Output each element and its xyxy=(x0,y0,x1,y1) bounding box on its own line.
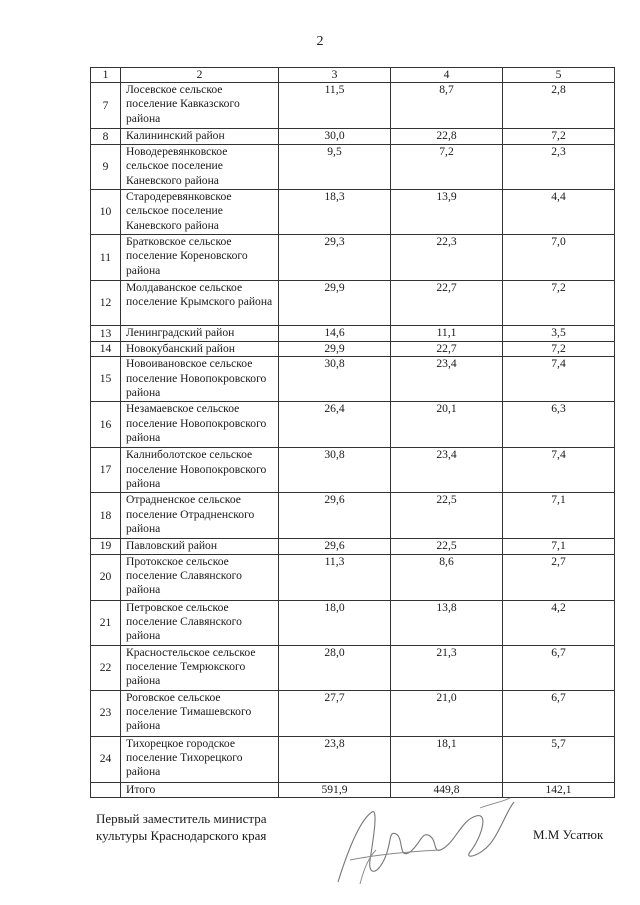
row-value-col4: 22,5 xyxy=(391,539,503,554)
table-row xyxy=(91,736,615,782)
row-value-col5: 6,7 xyxy=(503,645,615,690)
table-row xyxy=(91,190,615,235)
row-value-col4: 22,8 xyxy=(391,129,503,145)
total-value-col4: 449,8 xyxy=(391,782,503,797)
row-value-col4: 22,7 xyxy=(391,281,503,326)
row-number: 20 xyxy=(91,554,121,600)
total-value-col5: 142,1 xyxy=(503,782,615,797)
row-value-col5: 6,3 xyxy=(503,402,615,448)
total-number xyxy=(91,782,121,797)
row-value-col4: 8,6 xyxy=(391,554,503,600)
row-name: Тихорецкое городское поселение Тихорецкого района xyxy=(121,736,279,782)
table-row xyxy=(91,600,615,645)
row-name: Лосевское сельское поселение Кавказского района xyxy=(121,83,279,129)
row-number: 24 xyxy=(91,736,121,782)
row-value-col5: 7,0 xyxy=(503,235,615,281)
table-row xyxy=(91,281,615,326)
row-value-col5: 3,5 xyxy=(503,326,615,342)
row-value-col3: 26,4 xyxy=(279,402,391,448)
table-row xyxy=(91,645,615,690)
table-row xyxy=(91,554,615,600)
row-value-col5: 4,4 xyxy=(503,190,615,235)
row-name: Калининский район xyxy=(121,129,279,145)
row-number: 18 xyxy=(91,493,121,539)
row-name: Новодеревянковское сельское поселение Каневского района xyxy=(121,145,279,190)
row-number: 8 xyxy=(91,129,121,145)
table-body xyxy=(91,68,615,798)
row-value-col4: 11,1 xyxy=(391,326,503,342)
total-label: Итого xyxy=(121,782,279,797)
row-number: 22 xyxy=(91,645,121,690)
row-value-col4: 13,8 xyxy=(391,600,503,645)
row-number: 10 xyxy=(91,190,121,235)
row-number: 13 xyxy=(91,326,121,342)
row-number: 15 xyxy=(91,357,121,402)
row-value-col5: 6,7 xyxy=(503,690,615,736)
row-name: Отрадненское сельское поселение Отрадненского района xyxy=(121,493,279,539)
row-value-col3: 29,9 xyxy=(279,281,391,326)
row-name: Калниболотское сельское поселение Новопокровского района xyxy=(121,448,279,493)
table-row xyxy=(91,235,615,281)
row-value-col5: 7,2 xyxy=(503,342,615,357)
row-value-col3: 29,6 xyxy=(279,539,391,554)
row-name: Новокубанский район xyxy=(121,342,279,357)
header-cell: 1 xyxy=(91,68,121,83)
row-number: 17 xyxy=(91,448,121,493)
row-value-col5: 7,2 xyxy=(503,129,615,145)
row-value-col5: 4,2 xyxy=(503,600,615,645)
row-number: 19 xyxy=(91,539,121,554)
row-value-col5: 2,8 xyxy=(503,83,615,129)
signatory-title xyxy=(96,810,266,844)
row-value-col4: 18,1 xyxy=(391,736,503,782)
row-value-col5: 7,4 xyxy=(503,357,615,402)
row-value-col4: 23,4 xyxy=(391,357,503,402)
row-name: Красностельское сельское поселение Темрюкского района xyxy=(121,645,279,690)
table-row xyxy=(91,539,615,554)
table-row xyxy=(91,690,615,736)
signatory-title-line-2: культуры Краснодарского края xyxy=(96,828,267,843)
table-row xyxy=(91,357,615,402)
header-cell: 5 xyxy=(503,68,615,83)
row-value-col3: 28,0 xyxy=(279,645,391,690)
row-value-col5: 2,7 xyxy=(503,554,615,600)
row-value-col4: 7,2 xyxy=(391,145,503,190)
row-name: Новоивановское сельское поселение Новопокровского района xyxy=(121,357,279,402)
row-number: 23 xyxy=(91,690,121,736)
page-number: 2 xyxy=(316,34,324,49)
signer-name: М.М Усатюк xyxy=(533,827,604,842)
row-value-col5: 7,4 xyxy=(503,448,615,493)
row-value-col5: 2,3 xyxy=(503,145,615,190)
row-value-col3: 11,3 xyxy=(279,554,391,600)
row-name: Павловский район xyxy=(121,539,279,554)
header-cell: 3 xyxy=(279,68,391,83)
row-name: Незамаевское сельское поселение Новопокровского района xyxy=(121,402,279,448)
row-name: Братковское сельское поселение Кореновского района xyxy=(121,235,279,281)
row-value-col5: 7,1 xyxy=(503,539,615,554)
total-value-col3: 591,9 xyxy=(279,782,391,797)
row-number: 7 xyxy=(91,83,121,129)
table-row xyxy=(91,448,615,493)
signatory-title-line-1: Первый заместитель министра xyxy=(96,811,267,826)
row-number: 21 xyxy=(91,600,121,645)
row-value-col4: 21,0 xyxy=(391,690,503,736)
data-table xyxy=(90,67,615,798)
row-value-col5: 7,2 xyxy=(503,281,615,326)
row-value-col4: 21,3 xyxy=(391,645,503,690)
table-row xyxy=(91,83,615,129)
handwritten-signature xyxy=(330,790,530,895)
row-value-col4: 22,5 xyxy=(391,493,503,539)
row-value-col4: 13,9 xyxy=(391,190,503,235)
row-value-col3: 27,7 xyxy=(279,690,391,736)
row-value-col4: 8,7 xyxy=(391,83,503,129)
row-value-col3: 30,8 xyxy=(279,357,391,402)
table-row xyxy=(91,326,615,342)
row-value-col3: 29,3 xyxy=(279,235,391,281)
table-row xyxy=(91,129,615,145)
row-number: 16 xyxy=(91,402,121,448)
table-row xyxy=(91,342,615,357)
row-value-col4: 20,1 xyxy=(391,402,503,448)
row-number: 9 xyxy=(91,145,121,190)
header-cell: 4 xyxy=(391,68,503,83)
row-value-col3: 11,5 xyxy=(279,83,391,129)
row-name: Протокское сельское поселение Славянского района xyxy=(121,554,279,600)
row-value-col3: 23,8 xyxy=(279,736,391,782)
row-value-col3: 18,3 xyxy=(279,190,391,235)
row-value-col3: 30,0 xyxy=(279,129,391,145)
row-value-col3: 30,8 xyxy=(279,448,391,493)
row-value-col3: 18,0 xyxy=(279,600,391,645)
row-number: 14 xyxy=(91,342,121,357)
row-number: 11 xyxy=(91,235,121,281)
row-value-col4: 22,3 xyxy=(391,235,503,281)
row-value-col5: 7,1 xyxy=(503,493,615,539)
row-value-col3: 29,9 xyxy=(279,342,391,357)
row-value-col4: 22,7 xyxy=(391,342,503,357)
header-cell: 2 xyxy=(121,68,279,83)
row-number: 12 xyxy=(91,281,121,326)
row-name: Петровское сельское поселение Славянского района xyxy=(121,600,279,645)
table-row xyxy=(91,493,615,539)
table-header-row xyxy=(91,68,615,83)
row-value-col3: 9,5 xyxy=(279,145,391,190)
row-name: Стародеревянковское сельское поселение Каневского района xyxy=(121,190,279,235)
row-name: Роговское сельское поселение Тимашевского района xyxy=(121,690,279,736)
table-row xyxy=(91,145,615,190)
row-name: Ленинградский район xyxy=(121,326,279,342)
row-value-col3: 14,6 xyxy=(279,326,391,342)
table-row xyxy=(91,402,615,448)
row-value-col5: 5,7 xyxy=(503,736,615,782)
row-value-col4: 23,4 xyxy=(391,448,503,493)
row-name: Молдаванское сельское поселение Крымского района xyxy=(121,281,279,326)
row-value-col3: 29,6 xyxy=(279,493,391,539)
